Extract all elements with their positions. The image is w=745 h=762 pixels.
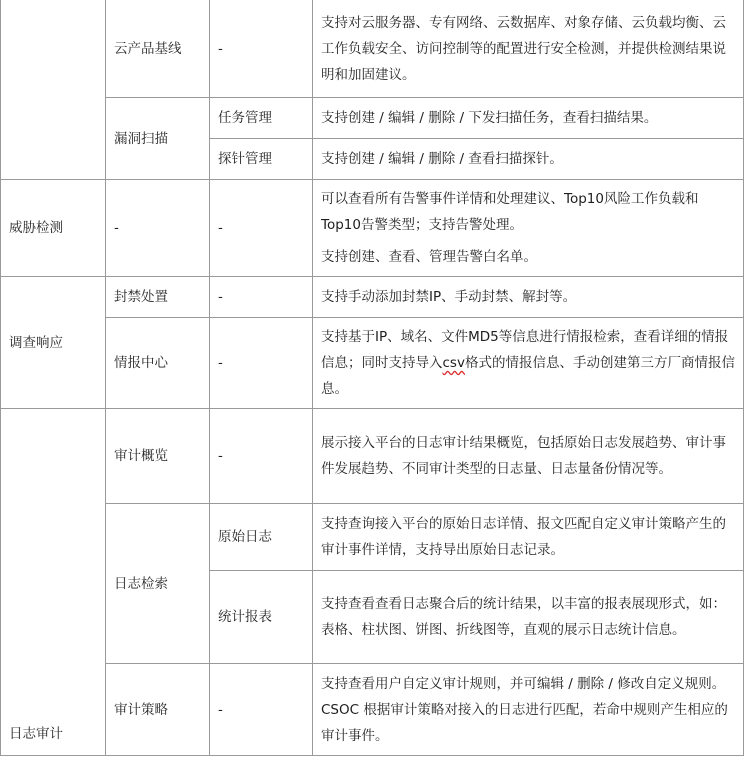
feature-cell: -: [106, 180, 210, 277]
description-paragraph: 可以查看所有告警事件详情和处理建议、Top10风险工作负载和Top10告警类型；支持告警处理。: [321, 191, 699, 233]
table-row: [1, 318, 744, 409]
description-cell: [313, 180, 744, 277]
description-text: 支持基于IP、域名、文件MD5等信息进行情报检索，查看详细的情报信息；同时支持导入: [321, 329, 729, 371]
module-cell: 日志审计: [1, 409, 106, 756]
description-cell: 支持手动添加封禁IP、手动封禁、解封等。: [313, 277, 744, 318]
module-cell: 威胁检测: [1, 180, 106, 277]
sub-feature-cell: -: [210, 409, 313, 504]
sub-feature-cell: -: [210, 277, 313, 318]
sub-feature-cell: -: [210, 318, 313, 409]
feature-cell: 审计策略: [106, 664, 210, 756]
feature-cell: 封禁处置: [106, 277, 210, 318]
table-row: [1, 180, 744, 277]
feature-cell: 漏洞扫描: [106, 98, 210, 180]
description-paragraph: 支持创建、查看、管理告警白名单。: [321, 249, 537, 265]
table-row: [1, 504, 744, 571]
description-cell: 支持创建 / 编辑 / 删除 / 下发扫描任务，查看扫描结果。: [313, 98, 744, 139]
description-cell: 展示接入平台的日志审计结果概览，包括原始日志发展趋势、审计事件发展趋势、不同审计类型的日志量、日志量备份情况等。: [313, 409, 744, 504]
description-cell: 支持查看用户自定义审计规则，并可编辑 / 删除 / 修改自定义规则。CSOC 根据审计策略对接入的日志进行匹配，若命中规则产生相应的审计事件。: [313, 664, 744, 756]
feature-cell: 情报中心: [106, 318, 210, 409]
description-cell: 支持对云服务器、专有网络、云数据库、对象存储、云负载均衡、云工作负载安全、访问控制等的配置进行安全检测，并提供检测结果说明和加固建议。: [313, 0, 744, 98]
description-cell: 支持查询接入平台的原始日志详情、报文匹配自定义审计策略产生的审计事件详情，支持导出原始日志记录。: [313, 504, 744, 571]
table-row: [1, 98, 744, 139]
sub-feature-cell: 任务管理: [210, 98, 313, 139]
sub-feature-cell: -: [210, 0, 313, 98]
sub-feature-cell: -: [210, 664, 313, 756]
table-row: [1, 0, 744, 98]
feature-cell: 云产品基线: [106, 0, 210, 98]
sub-feature-cell: 统计报表: [210, 571, 313, 664]
table-row: [1, 409, 744, 504]
feature-cell: 日志检索: [106, 504, 210, 664]
description-text-csv: csv: [442, 355, 465, 371]
feature-cell: 审计概览: [106, 409, 210, 504]
description-cell: [313, 318, 744, 409]
description-cell: 支持创建 / 编辑 / 删除 / 查看扫描探针。: [313, 139, 744, 180]
description-text: 格式的情报信息、手动创建第三方厂商情报信息。: [321, 355, 735, 397]
description-cell: 支持查看查看日志聚合后的统计结果，以丰富的报表展现形式，如：表格、柱状图、饼图、折线图等，直观的展示日志统计信息。: [313, 571, 744, 664]
module-cell: 调查响应: [1, 277, 106, 409]
sub-feature-cell: -: [210, 180, 313, 277]
sub-feature-cell: 原始日志: [210, 504, 313, 571]
sub-feature-cell: 探针管理: [210, 139, 313, 180]
table-row: [1, 277, 744, 318]
table-row: [1, 664, 744, 756]
module-cell-continued: [1, 0, 106, 180]
